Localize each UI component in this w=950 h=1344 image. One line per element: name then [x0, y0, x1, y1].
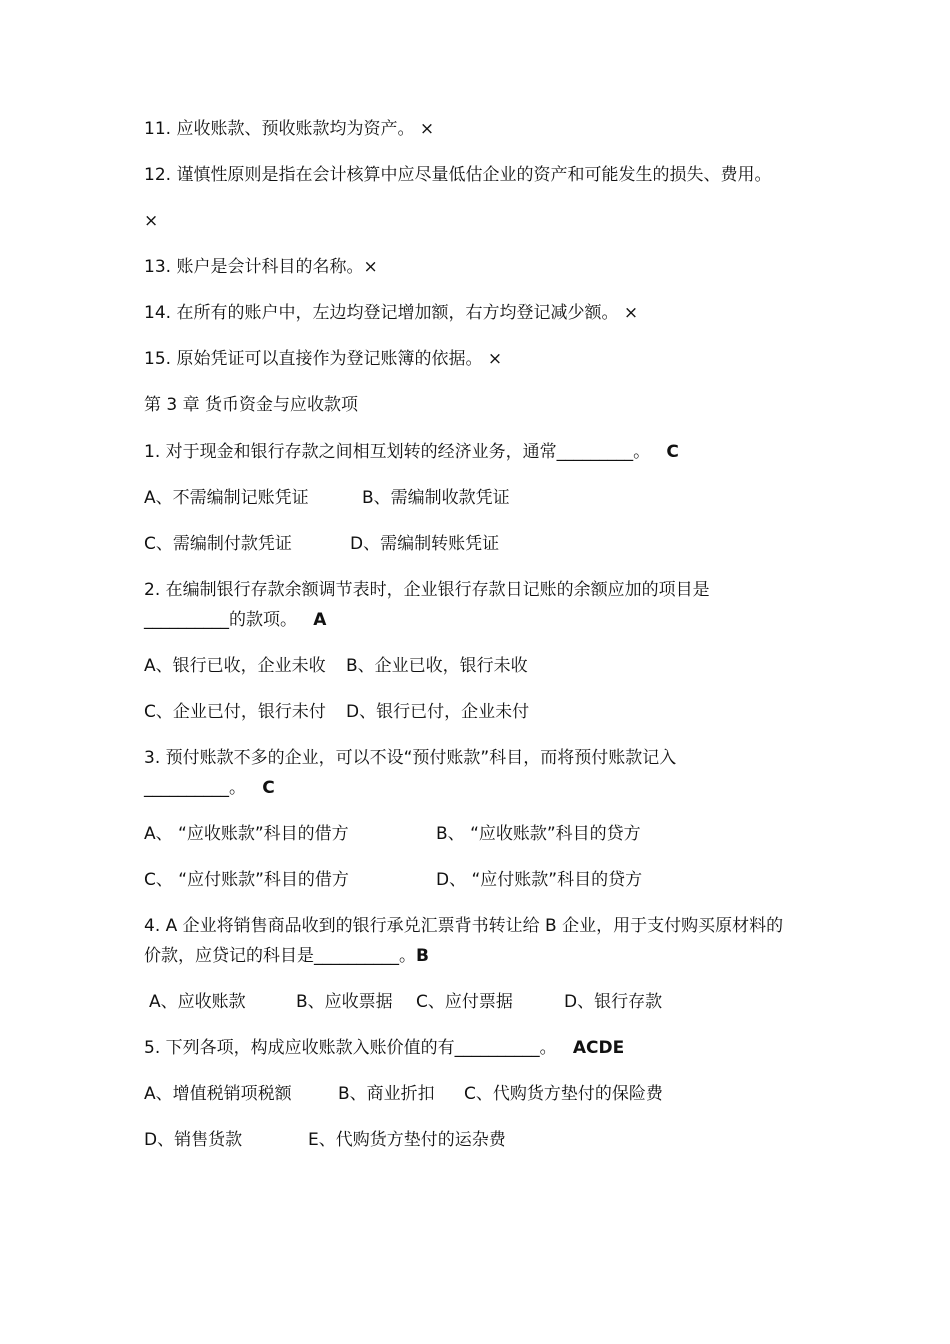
option: A、增值税销项税额: [144, 1084, 292, 1104]
tf-item-15: 15. 原始凭证可以直接作为登记账簿的依据。 ×: [144, 349, 503, 369]
answer-key: C: [666, 442, 679, 462]
question-1: [144, 441, 679, 463]
question-text: 1. 对于现金和银行存款之间相互划转的经济业务，通常_________。: [144, 442, 651, 462]
tf-item-13: 13. 账户是会计科目的名称。×: [144, 257, 378, 277]
option: A、银行已收，企业未收: [144, 656, 326, 676]
option: D、 “应付账款”科目的贷方: [436, 870, 643, 890]
q1-options-row-2: [144, 533, 499, 555]
question-text: __________的款项。: [144, 610, 297, 630]
question-4-cont: [144, 945, 429, 967]
option: C、代购货方垫付的保险费: [464, 1084, 663, 1104]
q5-options-row-1: [144, 1083, 663, 1105]
option: B、 “应收账款”科目的贷方: [436, 824, 641, 844]
tf-item-14: 14. 在所有的账户中，左边均登记增加额，右方均登记减少额。 ×: [144, 303, 639, 323]
q2-options-row-1: [144, 655, 528, 677]
option: C、 “应付账款”科目的借方: [144, 870, 349, 890]
option: C、需编制付款凭证: [144, 534, 292, 554]
q3-options-row-2: [144, 869, 642, 891]
option: B、商业折扣: [338, 1084, 435, 1104]
chapter-title: 第 3 章 货币资金与应收款项: [144, 395, 359, 415]
tf-item-11: 11. 应收账款、预收账款均为资产。 ×: [144, 119, 435, 139]
question-text: __________。: [144, 778, 246, 798]
q4-options-row-1: [149, 991, 662, 1013]
option: A、不需编制记账凭证: [144, 488, 309, 508]
q1-options-row-1: [144, 487, 510, 509]
option: A、 “应收账款”科目的借方: [144, 824, 349, 844]
option: D、银行已付，企业未付: [346, 702, 530, 722]
option: E、代购货方垫付的运杂费: [308, 1130, 506, 1150]
question-text: 价款，应贷记的科目是__________。: [144, 946, 416, 966]
question-text: 5. 下列各项，构成应收账款入账价值的有__________。: [144, 1038, 557, 1058]
q2-options-row-2: [144, 701, 529, 723]
option: B、应收票据: [296, 992, 393, 1012]
option: B、需编制收款凭证: [362, 488, 510, 508]
question-3: 3. 预付账款不多的企业，可以不设“预付账款”科目，而将预付账款记入: [144, 748, 677, 768]
question-2-cont: [144, 609, 326, 631]
question-5: [144, 1037, 624, 1059]
tf-item-12: 12. 谨慎性原则是指在会计核算中应尽量低估企业的资产和可能发生的损失、费用。: [144, 165, 772, 185]
answer-key: B: [416, 946, 429, 966]
answer-key: C: [262, 778, 275, 798]
option: C、企业已付，银行未付: [144, 702, 326, 722]
answer-key: ACDE: [572, 1038, 625, 1058]
question-2: 2. 在编制银行存款余额调节表时，企业银行存款日记账的余额应加的项目是: [144, 580, 710, 600]
tf-item-12-mark: ×: [144, 211, 159, 231]
q3-options-row-1: [144, 823, 641, 845]
q5-options-row-2: [144, 1129, 506, 1151]
option: A、应收账款: [149, 992, 246, 1012]
answer-key: A: [313, 610, 327, 630]
question-4: 4. A 企业将销售商品收到的银行承兑汇票背书转让给 B 企业，用于支付购买原材料的: [144, 916, 784, 936]
option: C、应付票据: [416, 992, 513, 1012]
option: D、销售货款: [144, 1130, 243, 1150]
option: D、银行存款: [564, 992, 663, 1012]
question-3-cont: [144, 777, 275, 799]
option: D、需编制转账凭证: [350, 534, 500, 554]
option: B、企业已收，银行未收: [346, 656, 528, 676]
